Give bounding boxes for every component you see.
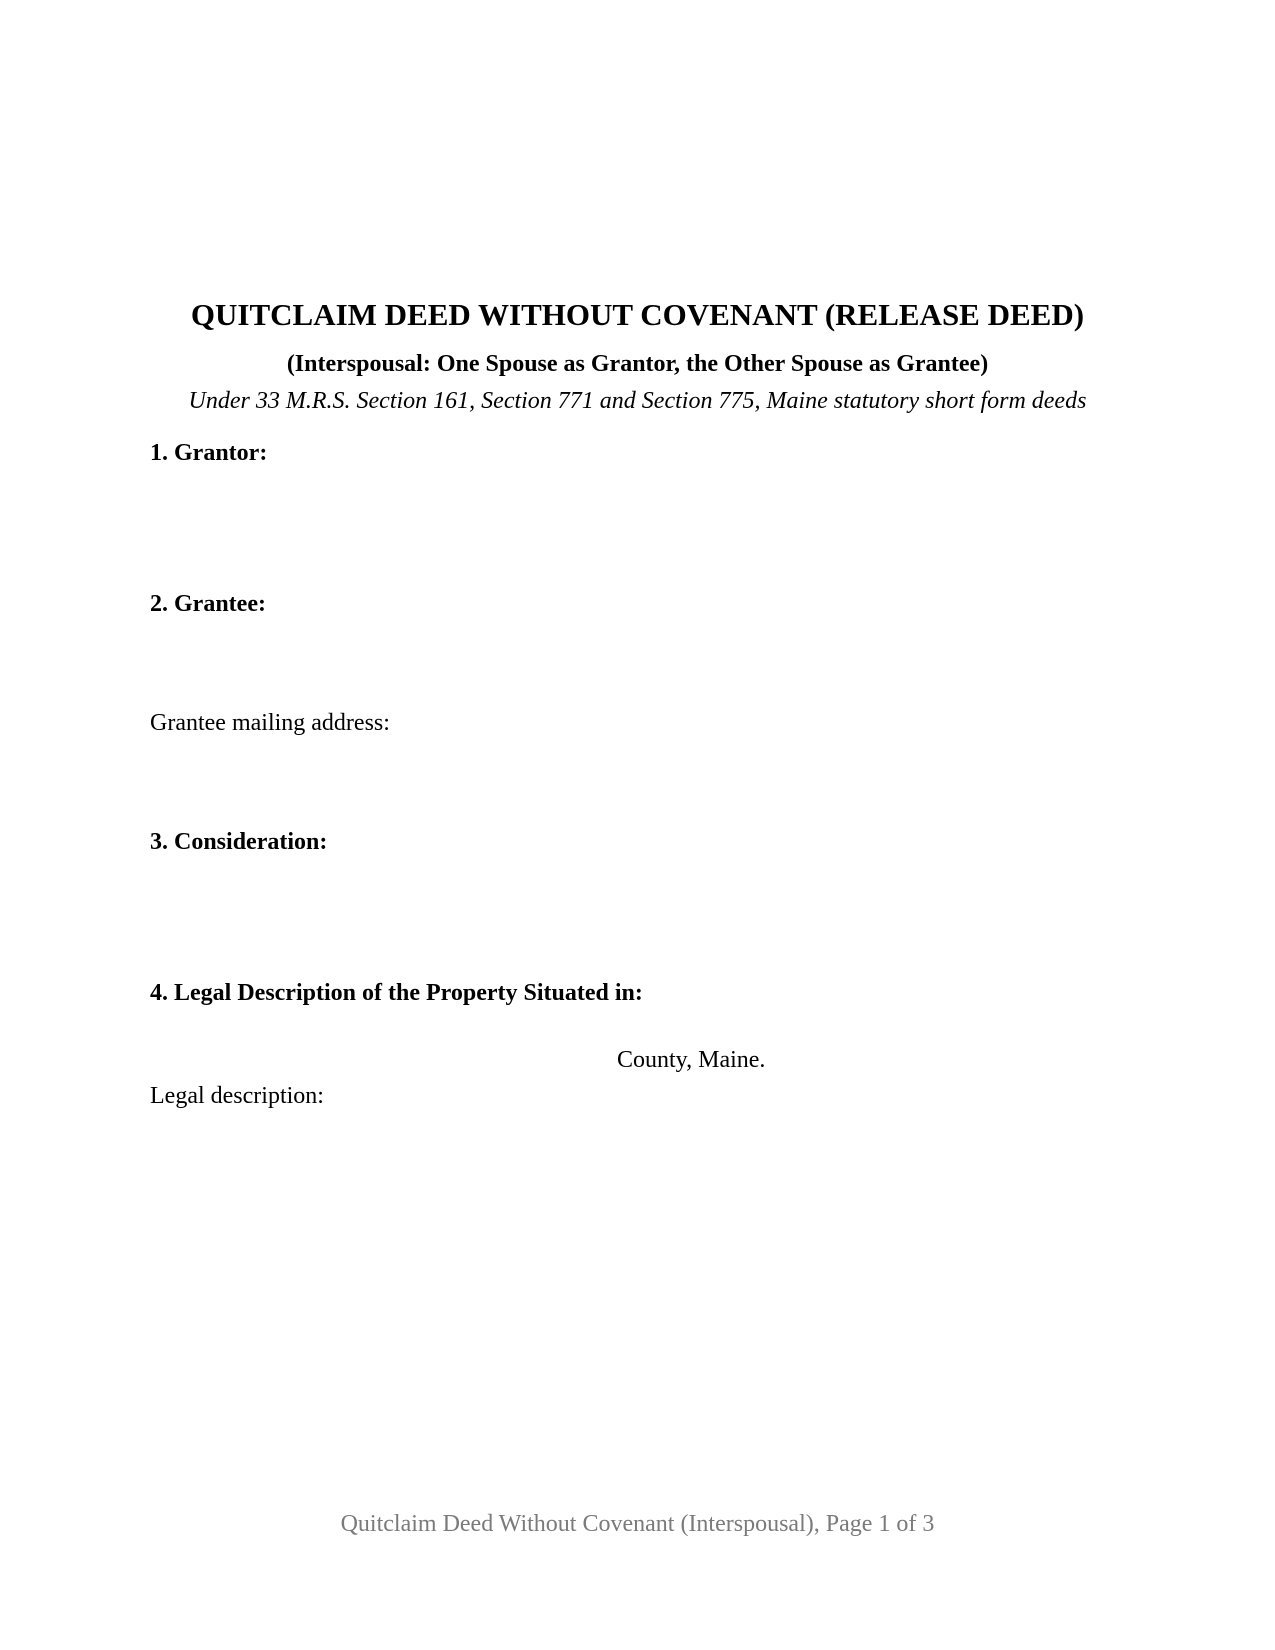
document-subtitle: (Interspousal: One Spouse as Grantor, the Other Spouse as Grantee) xyxy=(286,351,989,377)
grantor-heading: 1. Grantor: xyxy=(150,440,268,466)
document-title: QUITCLAIM DEED WITHOUT COVENANT (RELEASE DEED) xyxy=(190,297,1085,332)
consideration-heading: 3. Consideration: xyxy=(150,829,328,855)
statute-line: Under 33 M.R.S. Section 161, Section 771 and Section 775, Maine statutory short form deeds xyxy=(188,388,1087,414)
page-footer: Quitclaim Deed Without Covenant (Interspousal), Page 1 of 3 xyxy=(340,1511,935,1537)
county-maine-text: County, Maine. xyxy=(617,1047,766,1073)
legal-description-label: Legal description: xyxy=(150,1083,324,1109)
grantee-heading: 2. Grantee: xyxy=(150,591,266,617)
legal-description-heading: 4. Legal Description of the Property Situated in: xyxy=(150,980,643,1006)
grantee-mailing-address-label: Grantee mailing address: xyxy=(150,710,390,736)
